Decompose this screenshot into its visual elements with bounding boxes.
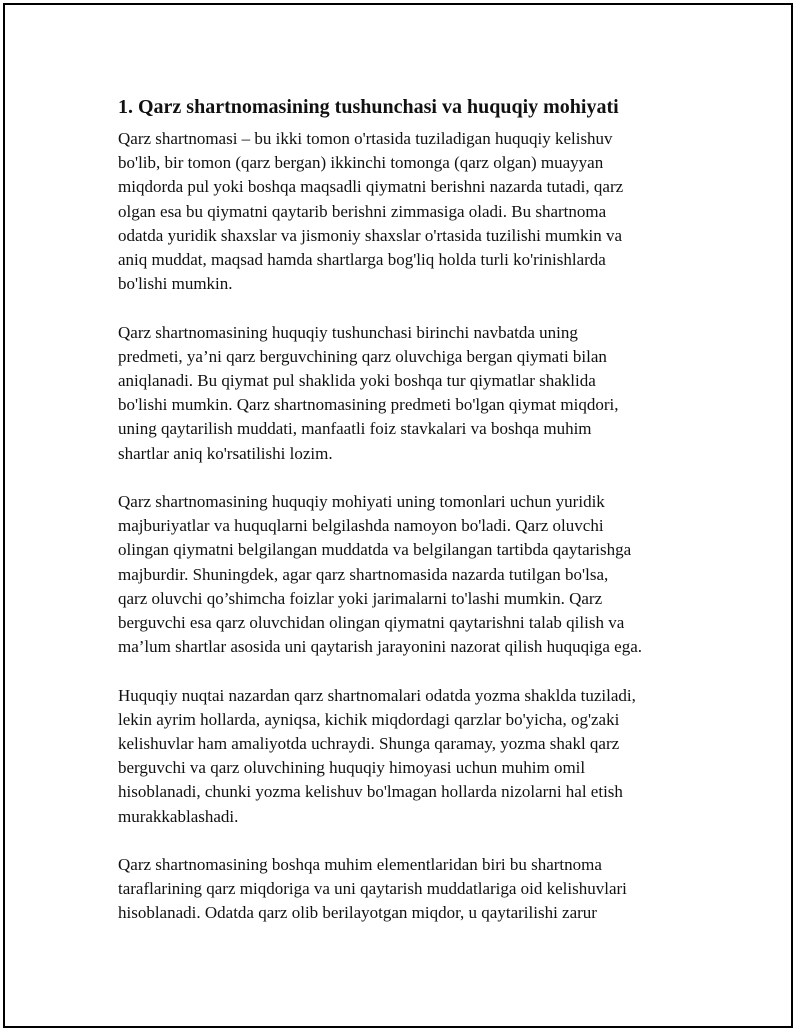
text-line: miqdorda pul yoki boshqa maqsadli qiymatni berishni nazarda tutadi, qarz [118, 177, 624, 197]
text-line: odatda yuridik shaxslar va jismoniy shaxslar o'rtasida tuzilishi mumkin va [118, 225, 623, 245]
text-line: bo'lib, bir tomon (qarz bergan) ikkinchi tomonga (qarz olgan) muayyan [118, 153, 604, 173]
section-heading: 1. Qarz shartnomasining tushunchasi va huquqiy mohiyati [118, 96, 619, 118]
text-line: ma’lum shartlar asosida uni qaytarish jarayonini nazorat qilish huquqiga ega. [118, 637, 643, 657]
text-line: aniqlanadi. Bu qiymat pul shaklida yoki boshqa tur qiymatlar shaklida [118, 371, 596, 391]
paragraph-4 [118, 684, 688, 829]
document-body [118, 93, 688, 950]
text-line: qarz oluvchi qo’shimcha foizlar yoki jarimalarni to'lashi mumkin. Qarz [118, 588, 603, 608]
paragraph-2 [118, 321, 688, 466]
text-line: lekin ayrim hollarda, ayniqsa, kichik miqdordagi qarzlar bo'yicha, og'zaki [118, 709, 620, 729]
text-line: aniq muddat, maqsad hamda shartlarga bog'liq holda turli ko'rinishlarda [118, 250, 606, 270]
text-line: murakkablashadi. [118, 806, 239, 826]
text-line: hisoblanadi, chunki yozma kelishuv bo'lmagan hollarda nizolarni hal etish [118, 782, 623, 802]
text-line: bo'lishi mumkin. [118, 274, 233, 294]
paragraph-list [118, 127, 688, 926]
text-line: taraflarining qarz miqdoriga va uni qaytarish muddatlariga oid kelishuvlari [118, 879, 627, 899]
text-line: berguvchi esa qarz oluvchidan olingan qiymatni qaytarishni talab qilish va [118, 613, 625, 633]
text-line: olingan qiymatni belgilangan muddatda va belgilangan tartibda qaytarishga [118, 540, 632, 560]
text-line: kelishuvlar ham amaliyotda uchraydi. Shunga qaramay, yozma shakl qarz [118, 734, 620, 754]
text-line: Qarz shartnomasining huquqiy mohiyati uning tomonlari uchun yuridik [118, 492, 605, 512]
paragraph-5 [118, 853, 688, 926]
text-line: shartlar aniq ko'rsatilishi lozim. [118, 443, 333, 463]
text-line: bo'lishi mumkin. Qarz shartnomasining predmeti bo'lgan qiymat miqdori, [118, 395, 619, 415]
text-line: Huquqiy nuqtai nazardan qarz shartnomalari odatda yozma shaklda tuziladi, [118, 685, 636, 705]
text-line: Qarz shartnomasi – bu ikki tomon o'rtasida tuziladigan huquqiy kelishuv [118, 129, 613, 148]
paragraph-1 [118, 127, 688, 296]
paragraph-3 [118, 490, 688, 659]
text-line: uning qaytarilish muddati, manfaatli foiz stavkalari va boshqa muhim [118, 419, 592, 439]
text-line: hisoblanadi. Odatda qarz olib berilayotgan miqdor, u qaytarilishi zarur [118, 903, 597, 923]
text-line: Qarz shartnomasining boshqa muhim elementlaridan biri bu shartnoma [118, 855, 602, 875]
text-line: berguvchi va qarz oluvchining huquqiy himoyasi uchun muhim omil [118, 758, 586, 778]
text-line: majburiyatlar va huquqlarni belgilashda namoyon bo'ladi. Qarz oluvchi [118, 516, 604, 536]
text-line: olgan esa bu qiymatni qaytarib berishni zimmasiga oladi. Bu shartnoma [118, 201, 607, 221]
text-line: Qarz shartnomasining huquqiy tushunchasi birinchi navbatda uning [118, 322, 578, 342]
text-line: predmeti, ya’ni qarz berguvchining qarz oluvchiga bergan qiymati bilan [118, 346, 607, 366]
text-line: majburdir. Shuningdek, agar qarz shartnomasida nazarda tutilgan bo'lsa, [118, 564, 609, 584]
